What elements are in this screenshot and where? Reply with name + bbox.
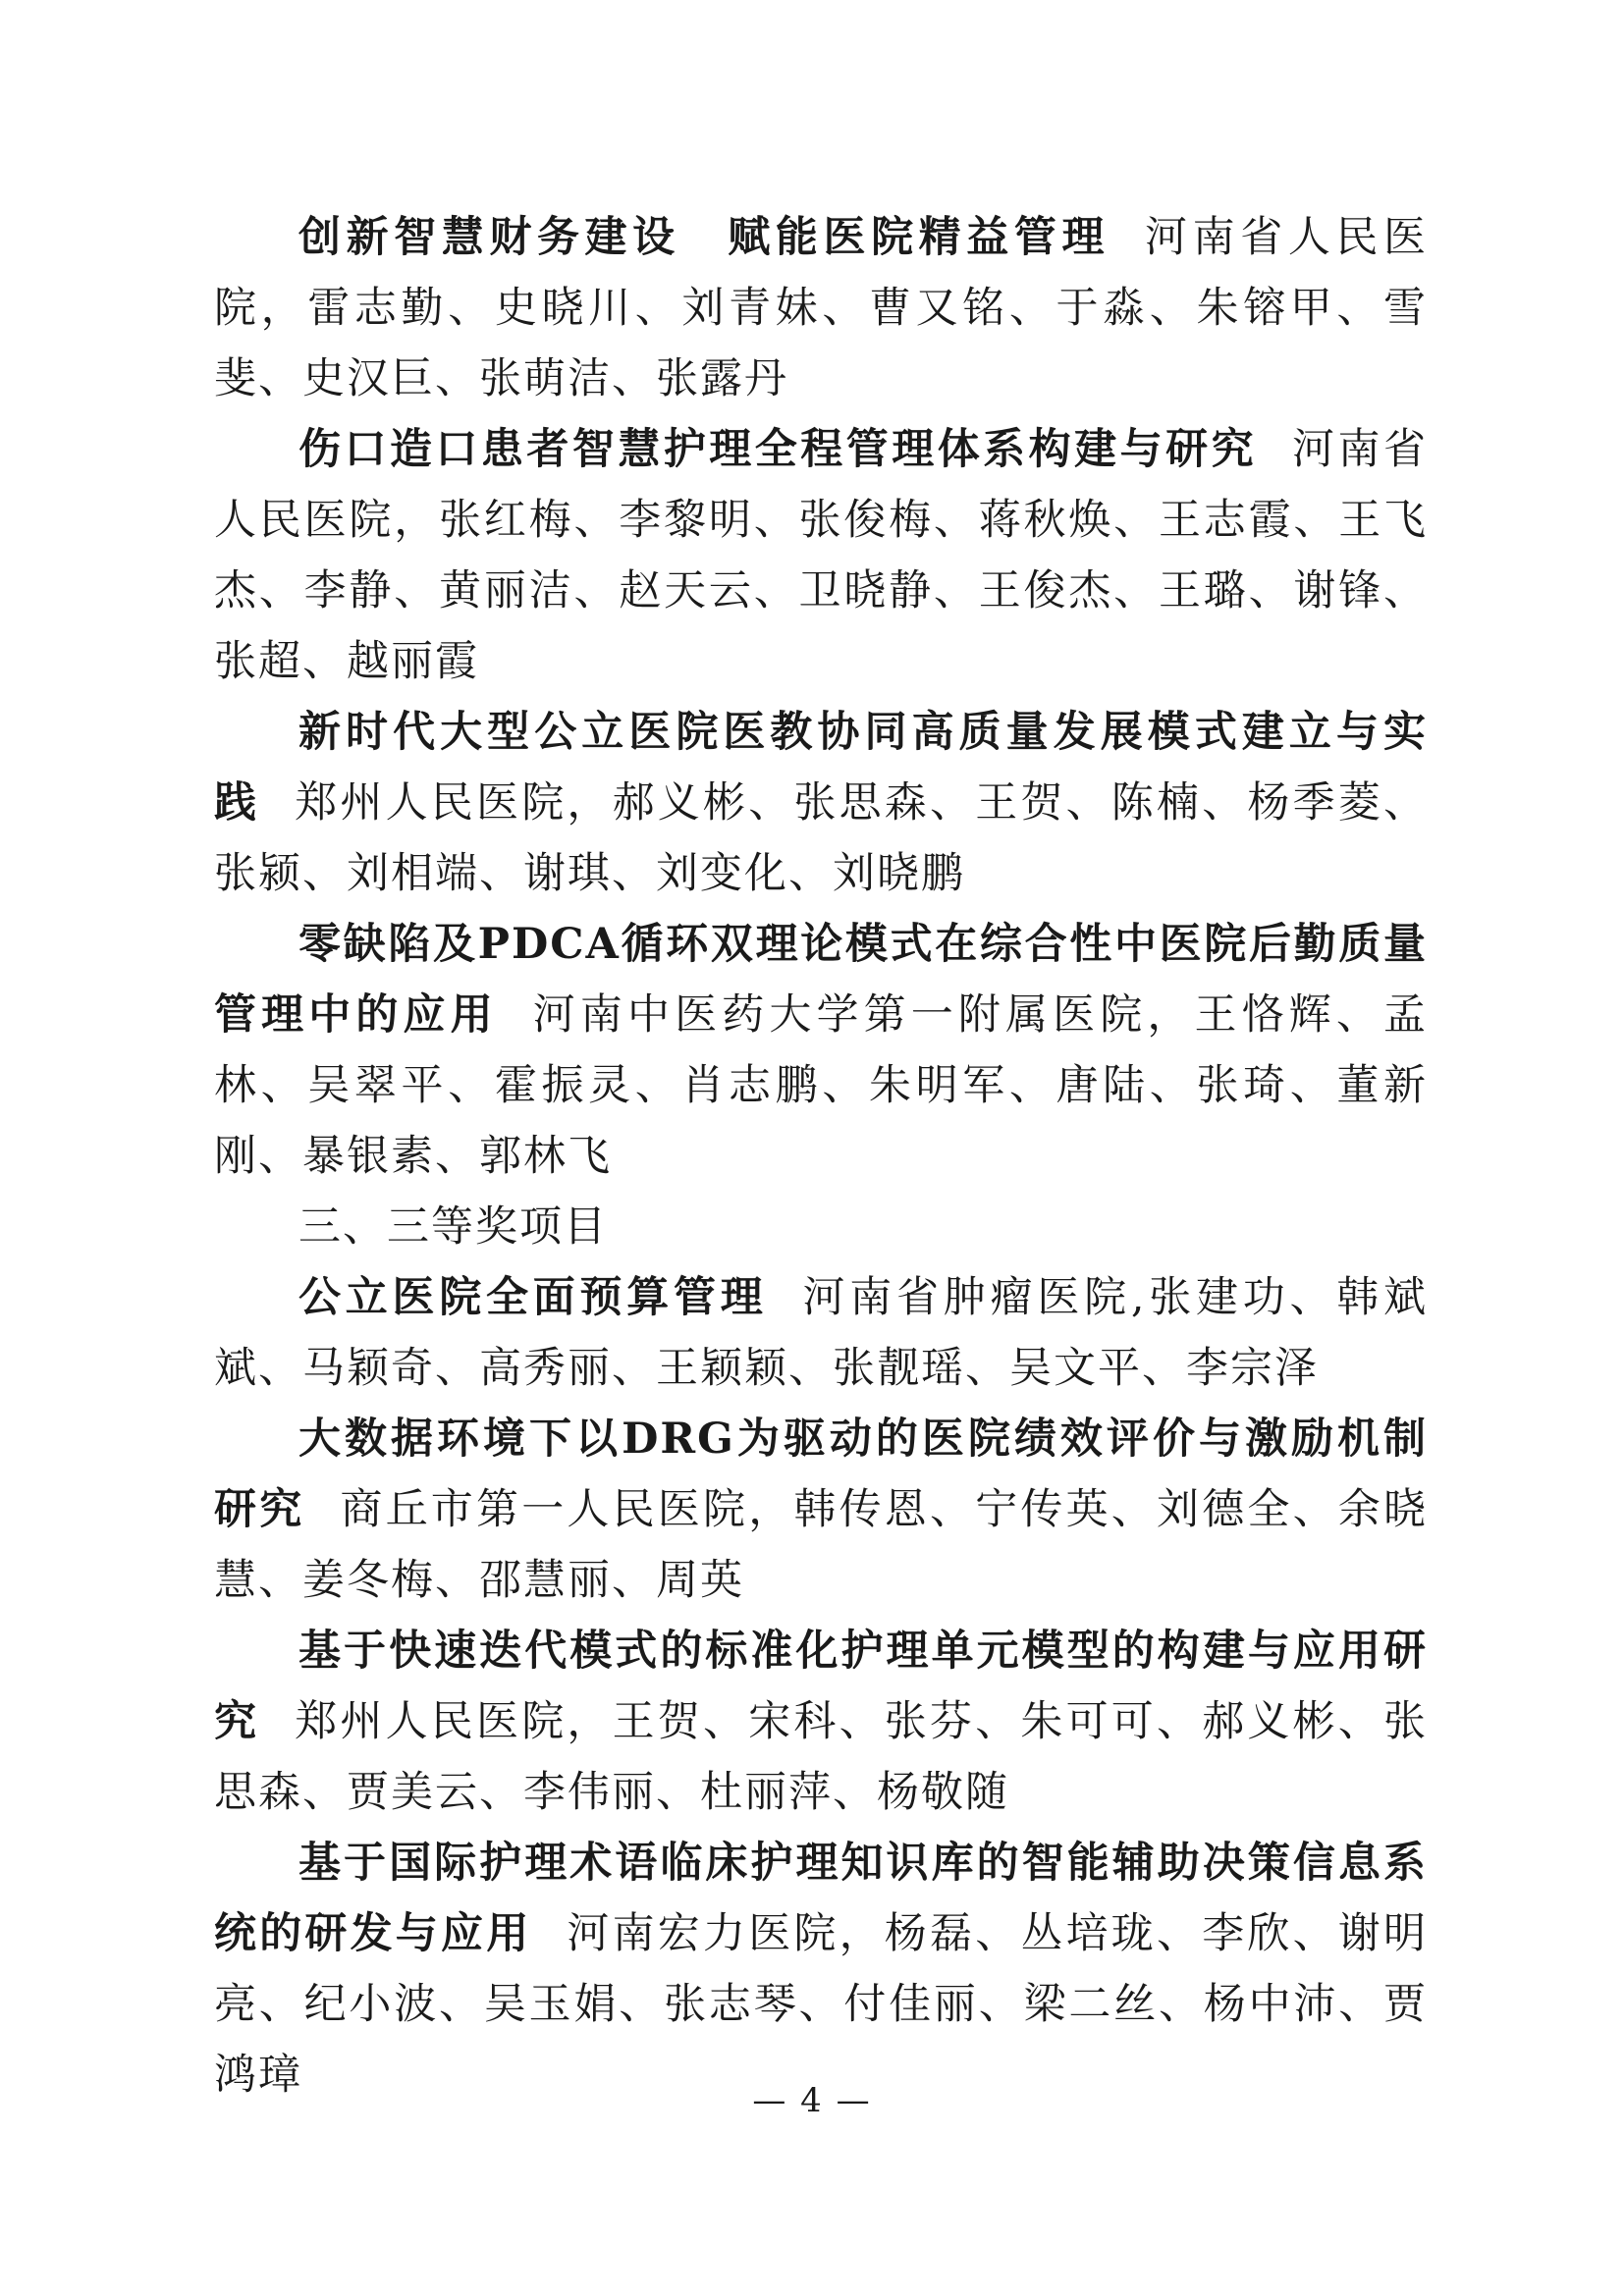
project-details: 河南宏力医院，杨磊、丛培珑、李欣、谢明亮、纪小波、吴玉娟、张志琴、付佳丽、梁二丝、杨中沛、贾鸿璋 <box>214 1909 1429 2100</box>
project-details: 河南省肿瘤医院,张建功、韩斌斌、马颖奇、高秀丽、王颖颖、张靓瑶、吴文平、李宗泽 <box>214 1273 1429 1393</box>
project-title: 基于快速迭代模式的标准化护理单元模型的构建与应用研究 <box>214 1627 1428 1746</box>
award-entry <box>214 1262 1428 1404</box>
project-details: 郑州人民医院，王贺、宋科、张芬、朱可可、郝义彬、张思森、贾美云、李伟丽、杜丽萍、杨敬随 <box>214 1697 1429 1817</box>
project-details: 河南省人民医院，雷志勤、史晓川、刘青妹、曹又铭、于淼、朱镕甲、雪斐、史汉巨、张萌洁、张露丹 <box>214 213 1429 403</box>
project-title: 基于国际护理术语临床护理知识库的智能辅助决策信息系统的研发与应用 <box>214 1839 1428 1958</box>
page-number: — 4 — <box>752 2081 872 2120</box>
project-title: 伤口造口患者智慧护理全程管理体系构建与研究 <box>298 425 1258 474</box>
award-entry <box>214 202 1428 414</box>
project-details: 河南中医药大学第一附属医院，王恪辉、孟林、吴翠平、霍振灵、肖志鹏、朱明军、唐陆、张琦、董新刚、暴银素、郭林飞 <box>214 990 1428 1181</box>
project-details: 商丘市第一人民医院，韩传恩、宁传英、刘德全、余晓慧、姜冬梅、邵慧丽、周英 <box>214 1485 1429 1605</box>
award-entry <box>214 909 1428 1192</box>
section-heading: 三、三等奖项目 <box>298 1202 608 1252</box>
project-title: 大数据环境下以DRG为驱动的医院绩效评价与激励机制研究 <box>214 1415 1428 1534</box>
project-title: 零缺陷及PDCA循环双理论模式在综合性中医院后勤质量管理中的应用 <box>214 920 1428 1040</box>
project-details: 郑州人民医院，郝义彬、张思森、王贺、陈楠、杨季菱、张颍、刘相端、谢琪、刘变化、刘晓鹏 <box>214 778 1429 898</box>
project-title: 公立医院全面预算管理 <box>298 1273 768 1322</box>
award-entry <box>214 1404 1428 1616</box>
award-entry <box>214 1616 1428 1828</box>
award-entry <box>214 697 1428 909</box>
project-details: 河南省人民医院，张红梅、李黎明、张俊梅、蒋秋焕、王志霞、王飞杰、李静、黄丽洁、赵天云、卫晓静、王俊杰、王璐、谢锋、张超、越丽霞 <box>214 425 1429 686</box>
document-body <box>214 202 1428 2110</box>
project-title: 新时代大型公立医院医教协同高质量发展模式建立与实践 <box>214 708 1428 828</box>
award-entry <box>214 414 1428 697</box>
award-entry <box>214 1828 1428 2110</box>
project-title: 创新智慧财务建设 赋能医院精益管理 <box>298 213 1110 262</box>
